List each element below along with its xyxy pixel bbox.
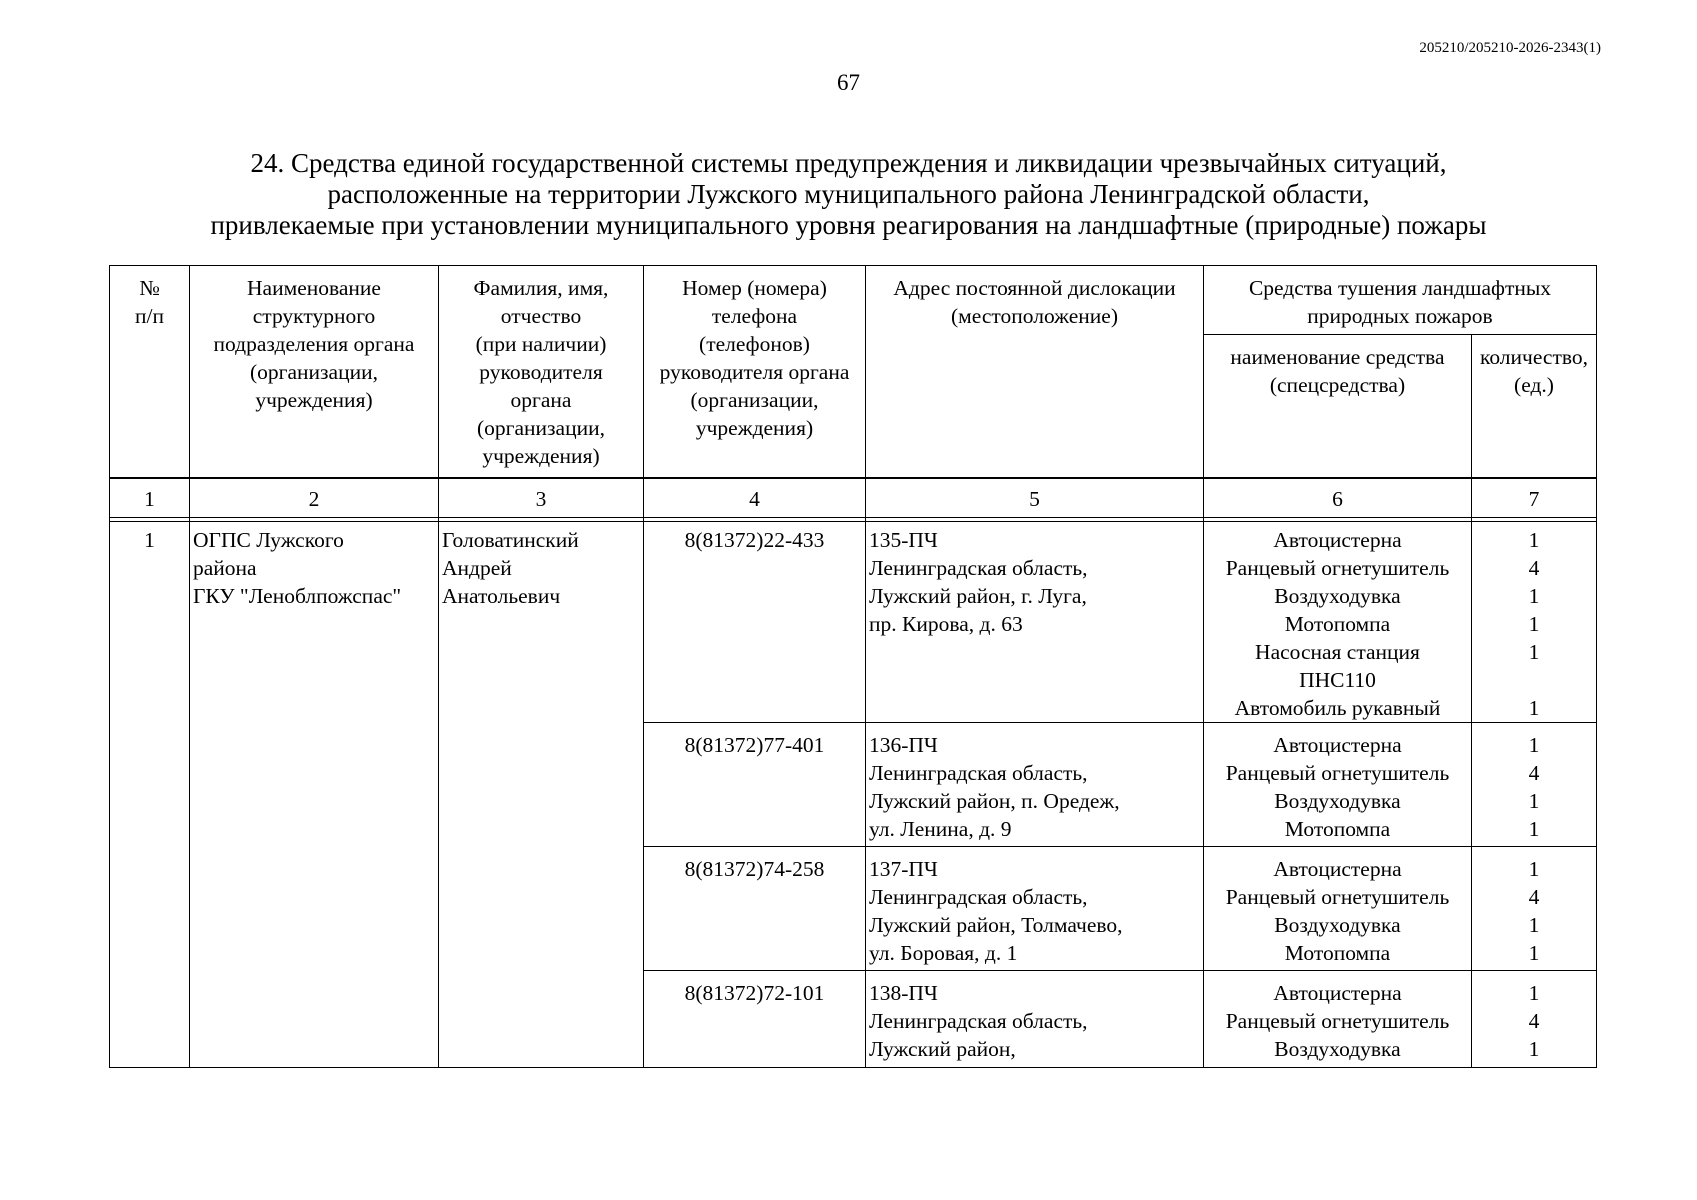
address: 135-ПЧ Ленинградская область, Лужский район, г. Луга, пр. Кирова, д. 63 xyxy=(866,518,1204,723)
address: 136-ПЧ Ленинградская область, Лужский район, п. Оредеж, ул. Ленина, д. 9 xyxy=(866,723,1204,847)
header-col-quantity: количество, (ед.) xyxy=(1472,335,1597,478)
row-number: 1 xyxy=(110,518,190,1068)
column-number: 7 xyxy=(1472,479,1597,522)
title-line: 24. Средства единой государственной системы предупреждения и ликвидации чрезвычайных ситуаций, xyxy=(250,148,1447,178)
column-number: 6 xyxy=(1204,479,1472,522)
head-full-name: Головатинский Андрей Анатольевич xyxy=(439,518,644,1068)
organization-name: ОГПС Лужского района ГКУ "Леноблпожспас" xyxy=(190,518,439,1068)
quantity-list: 1 4 1 1 xyxy=(1472,723,1597,847)
address: 138-ПЧ Ленинградская область, Лужский район, xyxy=(866,971,1204,1068)
page-number: 67 xyxy=(837,70,860,95)
phone-number: 8(81372)22-433 xyxy=(644,518,866,723)
column-number: 3 xyxy=(439,479,644,522)
equipment-list: Автоцистерна Ранцевый огнетушитель Воздуходувка Мотопомпа xyxy=(1204,847,1472,971)
quantity-list: 1 4 1 1 1 1 xyxy=(1472,518,1597,723)
equipment-list: Автоцистерна Ранцевый огнетушитель Воздуходувка Мотопомпа Насосная станция ПНС110 Автомобиль рукавный xyxy=(1204,518,1472,723)
equipment-list: Автоцистерна Ранцевый огнетушитель Воздуходувка Мотопомпа xyxy=(1204,723,1472,847)
column-number: 1 xyxy=(110,479,190,522)
equipment-list: Автоцистерна Ранцевый огнетушитель Воздуходувка xyxy=(1204,971,1472,1068)
header-col-head-name: Фамилия, имя, отчество (при наличии) руководителя органа (организации, учреждения) xyxy=(439,266,644,478)
quantity-list: 1 4 1 xyxy=(1472,971,1597,1068)
header-col-phone: Номер (номера) телефона (телефонов) руководителя органа (организации, учреждения) xyxy=(644,266,866,478)
title-line: расположенные на территории Лужского муниципального района Ленинградской области, xyxy=(327,179,1370,209)
header-col-address: Адрес постоянной дислокации (местоположение) xyxy=(866,266,1204,478)
document-id: 205210/205210-2026-2343(1) xyxy=(1419,40,1601,56)
column-number: 4 xyxy=(644,479,866,522)
column-number: 2 xyxy=(190,479,439,522)
header-col-extinguishing-means: Средства тушения ландшафтных природных пожаров xyxy=(1204,266,1597,335)
quantity-list: 1 4 1 1 xyxy=(1472,847,1597,971)
table-header xyxy=(109,265,1597,522)
table-body xyxy=(109,517,1597,1068)
phone-number: 8(81372)77-401 xyxy=(644,723,866,847)
header-col-organization: Наименование структурного подразделения органа (организации, учреждения) xyxy=(190,266,439,478)
document-title xyxy=(0,148,1697,241)
table-row xyxy=(110,518,1597,723)
column-number: 5 xyxy=(866,479,1204,522)
phone-number: 8(81372)72-101 xyxy=(644,971,866,1068)
title-line: привлекаемые при установлении муниципального уровня реагирования на ландшафтные (природные) пожары xyxy=(210,210,1487,240)
address: 137-ПЧ Ленинградская область, Лужский район, Толмачево, ул. Боровая, д. 1 xyxy=(866,847,1204,971)
header-col-equipment-name: наименование средства (спецсредства) xyxy=(1204,335,1472,478)
header-col-number: № п/п xyxy=(110,266,190,478)
phone-number: 8(81372)74-258 xyxy=(644,847,866,971)
